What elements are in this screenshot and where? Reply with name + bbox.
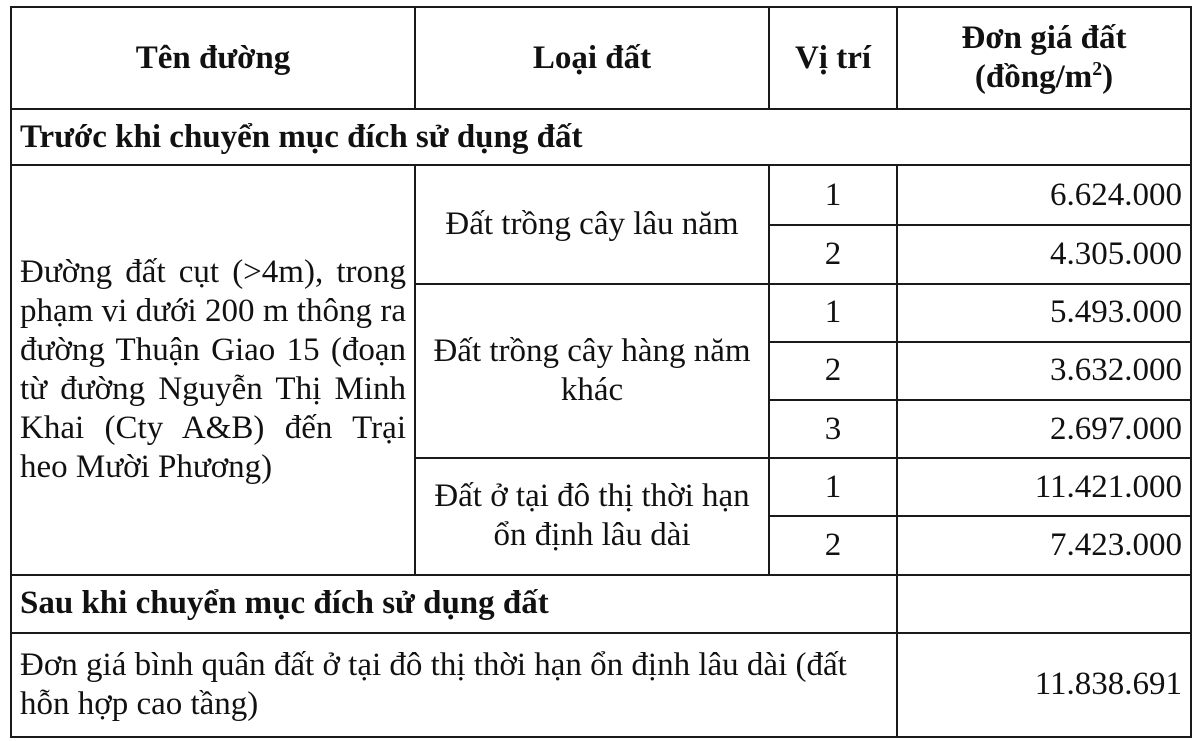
land-type-group-3: Đất ở tại đô thị thời hạn ổn định lâu dài	[415, 458, 769, 574]
section-row-after	[11, 575, 1191, 633]
table-row	[11, 165, 1191, 224]
empty-cell	[897, 575, 1191, 633]
header-price-title: Đơn giá đất	[961, 20, 1127, 57]
header-road: Tên đường	[11, 7, 415, 109]
position-cell: 3	[769, 400, 897, 458]
section-title-after: Sau khi chuyển mục đích sử dụng đất	[11, 575, 897, 633]
header-price-unit-suffix: )	[1102, 59, 1114, 96]
header-price	[897, 7, 1191, 109]
price-cell: 7.423.000	[897, 516, 1191, 574]
price-cell: 5.493.000	[897, 284, 1191, 342]
position-cell: 1	[769, 284, 897, 342]
land-type-group-2: Đất trồng cây hàng năm khác	[415, 284, 769, 458]
position-cell: 1	[769, 458, 897, 516]
price-cell: 11.421.000	[897, 458, 1191, 516]
price-cell: 4.305.000	[897, 225, 1191, 284]
average-price-value: 11.838.691	[897, 633, 1191, 737]
position-cell: 2	[769, 225, 897, 284]
price-cell: 6.624.000	[897, 165, 1191, 224]
average-price-label: Đơn giá bình quân đất ở tại đô thị thời hạn ổn định lâu dài (đất hỗn hợp cao tầng)	[11, 633, 897, 737]
position-cell: 2	[769, 342, 897, 400]
land-price-table	[10, 6, 1192, 738]
price-cell: 2.697.000	[897, 400, 1191, 458]
road-description: Đường đất cụt (>4m), trong phạm vi dưới 200 m thông ra đường Thuận Giao 15 (đoạn từ đường Nguyễn Thị Minh Khai (Cty A&B) đến Trại heo Mười Phương)	[11, 165, 415, 574]
section-row-before	[11, 109, 1191, 165]
section-title-before: Trước khi chuyển mục đích sử dụng đất	[11, 109, 1191, 165]
header-row	[11, 7, 1191, 109]
header-position: Vị trí	[769, 7, 897, 109]
position-cell: 2	[769, 516, 897, 574]
header-price-unit-prefix: (đồng/m	[974, 59, 1093, 96]
average-row	[11, 633, 1191, 737]
land-type-group-1: Đất trồng cây lâu năm	[415, 165, 769, 283]
position-cell: 1	[769, 165, 897, 224]
price-cell: 3.632.000	[897, 342, 1191, 400]
header-price-unit-sup: 2	[1092, 58, 1103, 81]
header-land-type: Loại đất	[415, 7, 769, 109]
